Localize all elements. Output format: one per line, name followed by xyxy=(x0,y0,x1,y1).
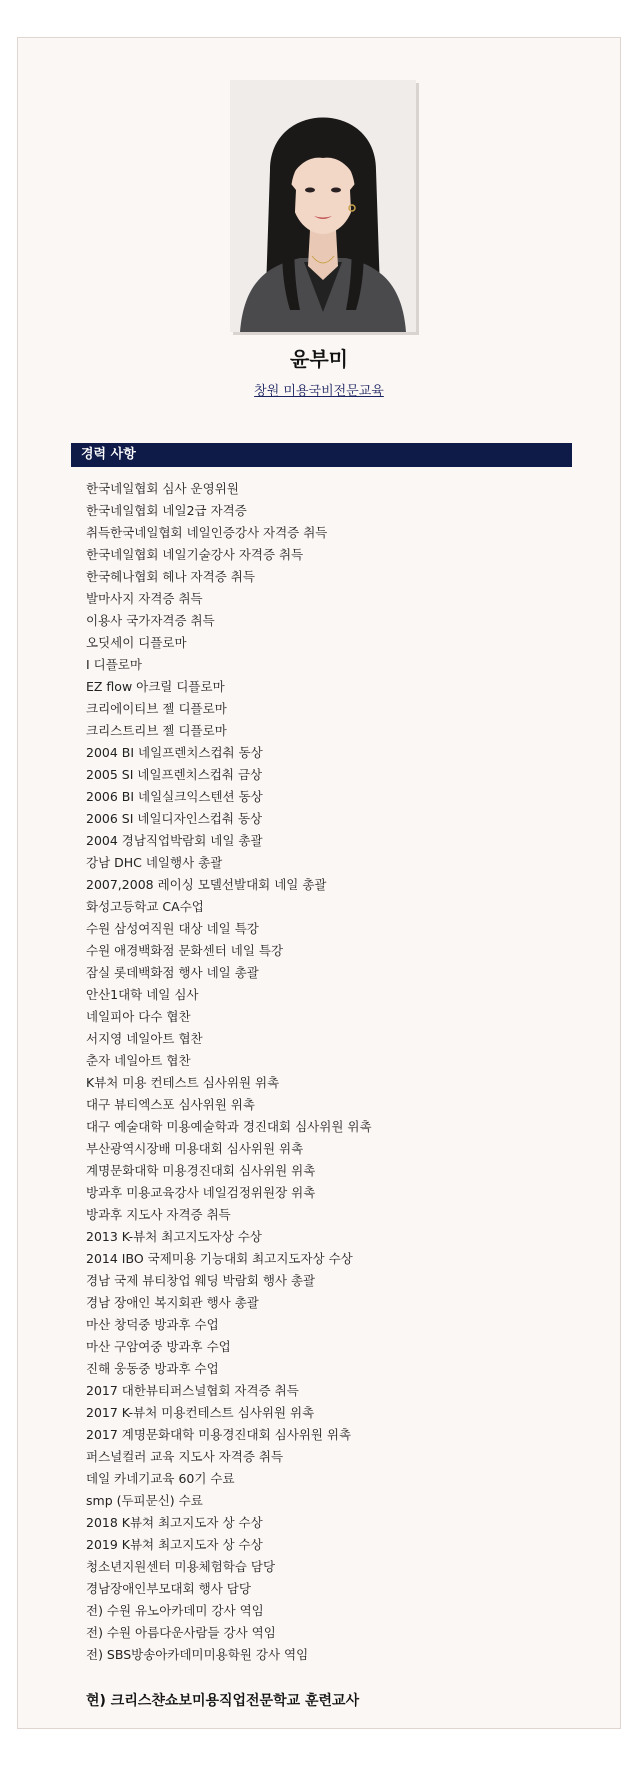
current-position: 현) 크리스챤쇼보미용직업전문학교 훈련교사 xyxy=(86,1693,360,1709)
career-item: 대구 뷰티엑스포 심사위원 위촉 xyxy=(86,1097,255,1112)
career-item: 경남 장애인 복지회관 행사 총괄 xyxy=(86,1295,259,1310)
affiliation-link[interactable]: 창원 미용국비전문교육 xyxy=(254,384,384,399)
profile-card xyxy=(17,37,621,1729)
career-item: 마산 창덕중 방과후 수업 xyxy=(86,1317,219,1332)
career-item: 경남 국제 뷰티창업 웨딩 박람회 행사 총괄 xyxy=(86,1273,316,1288)
career-section-header: 경력 사항 xyxy=(71,443,572,467)
career-item: 대구 예술대학 미용예술학과 경진대회 심사위원 위촉 xyxy=(86,1119,372,1134)
career-item: I 디플로마 xyxy=(86,657,142,672)
career-item: smp (두피문신) 수료 xyxy=(86,1493,203,1508)
career-item: 전) SBS방송아카데미미용학원 강사 역임 xyxy=(86,1647,309,1662)
profile-photo xyxy=(230,80,416,332)
career-item: 경남장애인부모대회 행사 담당 xyxy=(86,1581,251,1596)
career-item: 방과후 지도사 자격증 취득 xyxy=(86,1207,231,1222)
career-item: 청소년지원센터 미용체험학습 담당 xyxy=(86,1559,276,1574)
career-item: 2007,2008 레이싱 모델선발대회 네일 총괄 xyxy=(86,877,327,892)
career-item: 취득한국네일협회 네일인증강사 자격증 취득 xyxy=(86,525,328,540)
career-item: 데일 카네기교육 60기 수료 xyxy=(86,1471,235,1486)
career-item: 2006 SI 네일디자인스컵춰 동상 xyxy=(86,811,263,826)
career-item: 한국네일협회 네일2급 자격증 xyxy=(86,503,247,518)
career-item: 안산1대학 네일 심사 xyxy=(86,987,199,1002)
career-item: 진해 웅동중 방과후 수업 xyxy=(86,1361,219,1376)
career-item: 부산광역시장배 미용대회 심사위원 위촉 xyxy=(86,1141,304,1156)
career-item: 마산 구암여중 방과후 수업 xyxy=(86,1339,231,1354)
career-item: 한국네일협회 심사 운영위원 xyxy=(86,481,239,496)
career-item: 퍼스널컬러 교육 지도사 자격증 취득 xyxy=(86,1449,284,1464)
career-item: 수원 삼성여직원 대상 네일 특강 xyxy=(86,921,259,936)
career-item: 한국헤나협회 헤나 자격증 취득 xyxy=(86,569,255,584)
career-item: 2005 SI 네일프렌치스컵춰 금상 xyxy=(86,767,263,782)
career-item: 이용사 국가자격증 취득 xyxy=(86,613,215,628)
affiliation xyxy=(18,380,620,399)
portrait-image xyxy=(230,80,416,332)
career-item: 방과후 미용교육강사 네일검정위원장 위촉 xyxy=(86,1185,316,1200)
career-item: 2017 K-뷰처 미용컨테스트 심사위원 위촉 xyxy=(86,1405,315,1420)
career-item: 2004 BI 네일프렌치스컵춰 동상 xyxy=(86,745,263,760)
career-item: 한국네일협회 네일기술강사 자격증 취득 xyxy=(86,547,304,562)
career-list xyxy=(86,478,372,1666)
career-item: 전) 수원 아름다운사람들 강사 역임 xyxy=(86,1625,276,1640)
career-item: 크리에이티브 젤 디플로마 xyxy=(86,701,227,716)
career-item: EZ flow 아크릴 디플로마 xyxy=(86,679,225,694)
career-item: 2017 계명문화대학 미용경진대회 심사위원 위촉 xyxy=(86,1427,352,1442)
career-item: 네일피아 다수 협찬 xyxy=(86,1009,191,1024)
career-item: 화성고등학교 CA수업 xyxy=(86,899,204,914)
career-item: 춘자 네일아트 협찬 xyxy=(86,1053,191,1068)
career-item: 전) 수원 유노아카데미 강사 역임 xyxy=(86,1603,264,1618)
career-item: 크리스트리브 젤 디플로마 xyxy=(86,723,227,738)
career-item: 수원 애경백화점 문화센터 네일 특강 xyxy=(86,943,284,958)
career-item: 2004 경남직업박람회 네일 총괄 xyxy=(86,833,263,848)
career-item: 2017 대한뷰티퍼스널협회 자격증 취득 xyxy=(86,1383,299,1398)
career-item: 2019 K뷰쳐 최고지도자 상 수상 xyxy=(86,1537,263,1552)
career-item: 계명문화대학 미용경진대회 심사위원 위촉 xyxy=(86,1163,316,1178)
career-item: 2014 IBO 국제미용 기능대회 최고지도자상 수상 xyxy=(86,1251,353,1266)
career-item: 오딧세이 디플로마 xyxy=(86,635,187,650)
career-item: 강남 DHC 네일행사 총괄 xyxy=(86,855,223,870)
career-item: 잠실 롯데백화점 행사 네일 총괄 xyxy=(86,965,259,980)
career-item: 2018 K뷰쳐 최고지도자 상 수상 xyxy=(86,1515,263,1530)
profile-name: 윤부미 xyxy=(290,347,348,371)
career-item: 서지영 네일아트 협찬 xyxy=(86,1031,203,1046)
career-item: 2006 BI 네일실크익스텐션 동상 xyxy=(86,789,263,804)
career-item: K뷰처 미용 컨테스트 심사위원 위촉 xyxy=(86,1075,280,1090)
career-item: 2013 K-뷰처 최고지도자상 수상 xyxy=(86,1229,262,1244)
career-item: 발마사지 자격증 취득 xyxy=(86,591,203,606)
